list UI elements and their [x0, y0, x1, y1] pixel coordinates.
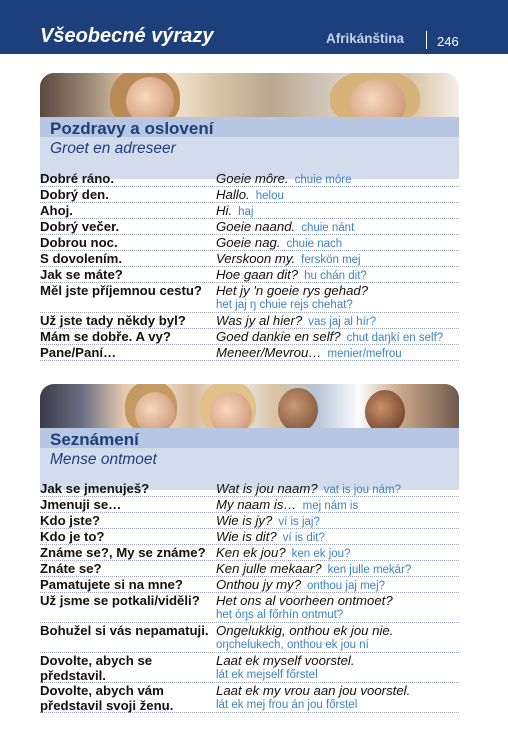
- afrikaans-phrase: [216, 623, 393, 638]
- pronunciation: ví is dit?: [282, 532, 325, 544]
- pronunciation: vas jaj al hír?: [308, 316, 377, 328]
- czech-phrase: Dobrý den.: [40, 187, 109, 202]
- pronunciation: menier/mefrou: [327, 348, 402, 360]
- czech-phrase: Známe se?, My se známe?: [40, 545, 206, 560]
- afrikaans-text: Hoe gaan dit?: [216, 267, 299, 282]
- afrikaans-text: Ken ek jou?: [216, 545, 286, 560]
- section-subtitle: Groet en adreseer: [50, 140, 176, 157]
- afrikaans-text: Ongelukkig, onthou ek jou nie.: [216, 623, 394, 638]
- afrikaans-text: My naam is…: [216, 497, 297, 512]
- phrase-row: [40, 683, 459, 713]
- language-label: Afrikánština: [326, 31, 405, 46]
- phrase-row: [40, 235, 459, 251]
- afrikaans-text: Laat ek my vrou aan jou voorstel.: [216, 683, 411, 698]
- pronunciation: chuie móre: [294, 174, 352, 186]
- czech-phrase: Jmenuji se…: [40, 497, 122, 512]
- phrase-row: [40, 481, 459, 497]
- phrase-row: [40, 329, 459, 345]
- pronunciation: mej nám is: [302, 500, 359, 512]
- czech-phrase: Bohužel si vás nepamatuji.: [40, 623, 209, 638]
- czech-phrase: Kdo je to?: [40, 529, 105, 544]
- afrikaans-phrase: [216, 529, 325, 546]
- afrikaans-text: Hi.: [216, 203, 233, 218]
- czech-phrase: Jak se máte?: [40, 267, 123, 282]
- afrikaans-text: Meneer/Mevrou…: [216, 345, 322, 360]
- afrikaans-phrase: [216, 345, 402, 362]
- pronunciation: chuie nach: [286, 238, 343, 250]
- afrikaans-text: Wie is dit?: [216, 529, 277, 544]
- afrikaans-text: Verskoon my.: [216, 251, 296, 266]
- czech-phrase: Pamatujete si na mne?: [40, 577, 183, 592]
- afrikaans-text: Wie is jy?: [216, 513, 273, 528]
- afrikaans-phrase: [216, 497, 358, 514]
- afrikaans-text: Goed dankie en self?: [216, 329, 341, 344]
- pronunciation: oŋchelukech, onthou ek jou ní: [216, 639, 369, 651]
- afrikaans-phrase: [216, 513, 320, 530]
- phrase-row: [40, 313, 459, 329]
- afrikaans-phrase: [216, 219, 354, 236]
- afrikaans-text: Goeie môre.: [216, 171, 289, 186]
- afrikaans-phrase: [216, 683, 410, 698]
- pronunciation: ví is jaj?: [278, 516, 320, 528]
- pronunciation: lát ek mej frou án jou főrstel: [216, 699, 358, 711]
- phrase-row: [40, 187, 459, 203]
- afrikaans-text: Goeie nag.: [216, 235, 281, 250]
- afrikaans-phrase: [216, 593, 393, 608]
- pronunciation: het óŋs al főrhín ontmut?: [216, 609, 344, 621]
- phrase-row: [40, 267, 459, 283]
- afrikaans-phrase: [216, 577, 385, 594]
- section-header: [40, 117, 459, 179]
- pronunciation: chut daŋkí en self?: [346, 332, 444, 344]
- section-photo: [40, 384, 459, 428]
- afrikaans-phrase: [216, 267, 367, 284]
- czech-phrase: Jak se jmenuješ?: [40, 481, 150, 496]
- afrikaans-phrase: [216, 329, 443, 346]
- phrase-row: [40, 203, 459, 219]
- afrikaans-text: Ken julle mekaar?: [216, 561, 322, 576]
- pronunciation: helou: [255, 190, 284, 202]
- afrikaans-phrase: [216, 283, 368, 298]
- chapter-title: Všeobecné výrazy: [40, 25, 214, 47]
- pronunciation: vat is jou nám?: [323, 484, 402, 496]
- czech-phrase: Měl jste příjemnou cestu?: [40, 283, 202, 298]
- section-photo: [40, 73, 459, 117]
- afrikaans-text: Hallo.: [216, 187, 250, 202]
- pronunciation: ken ek jou?: [291, 548, 351, 560]
- afrikaans-text: Het ons al voorheen ontmoet?: [216, 593, 393, 608]
- afrikaans-phrase: [216, 653, 355, 668]
- phrase-row: [40, 561, 459, 577]
- pronunciation: hu chán dit?: [304, 270, 367, 282]
- czech-phrase: Dobrou noc.: [40, 235, 118, 250]
- pronunciation: ferskön mej: [301, 254, 361, 266]
- afrikaans-phrase: [216, 545, 350, 562]
- page-number: 246: [437, 34, 459, 49]
- czech-phrase: Pane/Paní…: [40, 345, 117, 360]
- pronunciation: ken julle mekár?: [327, 564, 412, 576]
- phrase-row: [40, 251, 459, 267]
- czech-phrase: Už jsme se potkali/viděli?: [40, 593, 200, 608]
- afrikaans-text: Wat is jou naam?: [216, 481, 318, 496]
- phrase-row: [40, 653, 459, 683]
- phrase-row: [40, 283, 459, 313]
- afrikaans-phrase: [216, 251, 361, 268]
- afrikaans-phrase: [216, 235, 342, 252]
- czech-phrase: Mám se dobře. A vy?: [40, 329, 171, 344]
- afrikaans-text: Goeie naand.: [216, 219, 296, 234]
- phrase-row: [40, 545, 459, 561]
- pronunciation: onthou jaj mej?: [307, 580, 386, 592]
- czech-phrase: Dovolte, abych vám představil svoji ženu.: [40, 683, 174, 713]
- pronunciation: lát ek mejself főrstel: [216, 669, 318, 681]
- afrikaans-phrase: [216, 203, 253, 220]
- afrikaans-text: Laat ek myself voorstel.: [216, 653, 355, 668]
- afrikaans-text: Was jy al hier?: [216, 313, 303, 328]
- phrase-row: [40, 623, 459, 653]
- header-divider: [426, 31, 427, 49]
- afrikaans-phrase: [216, 171, 351, 188]
- phrase-row: [40, 171, 459, 187]
- section-title: Seznámení: [50, 430, 139, 449]
- phrase-row: [40, 497, 459, 513]
- czech-phrase: Ahoj.: [40, 203, 73, 218]
- czech-phrase: Dobrý večer.: [40, 219, 120, 234]
- czech-phrase: Znáte se?: [40, 561, 102, 576]
- phrase-row: [40, 593, 459, 623]
- czech-phrase: Dovolte, abych se představil.: [40, 653, 153, 683]
- afrikaans-text: Onthou jy my?: [216, 577, 302, 592]
- pronunciation: haj: [238, 206, 254, 218]
- czech-phrase: S dovolením.: [40, 251, 123, 266]
- page-header: [0, 0, 508, 54]
- afrikaans-phrase: [216, 561, 411, 578]
- czech-phrase: Dobré ráno.: [40, 171, 115, 186]
- phrase-row: [40, 577, 459, 593]
- phrase-row: [40, 513, 459, 529]
- pronunciation: het jaj ŋ chuie rejs chehat?: [216, 299, 353, 311]
- czech-phrase: Kdo jste?: [40, 513, 101, 528]
- afrikaans-text: Het jy 'n goeie rys gehad?: [216, 283, 369, 298]
- czech-phrase: Už jste tady někdy byl?: [40, 313, 186, 328]
- section-title: Pozdravy a oslovení: [50, 119, 214, 138]
- pronunciation: chuie nánt: [301, 222, 355, 234]
- afrikaans-phrase: [216, 481, 401, 498]
- phrase-row: [40, 345, 459, 361]
- section-subtitle: Mense ontmoet: [50, 451, 157, 468]
- phrase-row: [40, 219, 459, 235]
- afrikaans-phrase: [216, 187, 284, 204]
- afrikaans-phrase: [216, 313, 376, 330]
- phrase-row: [40, 529, 459, 545]
